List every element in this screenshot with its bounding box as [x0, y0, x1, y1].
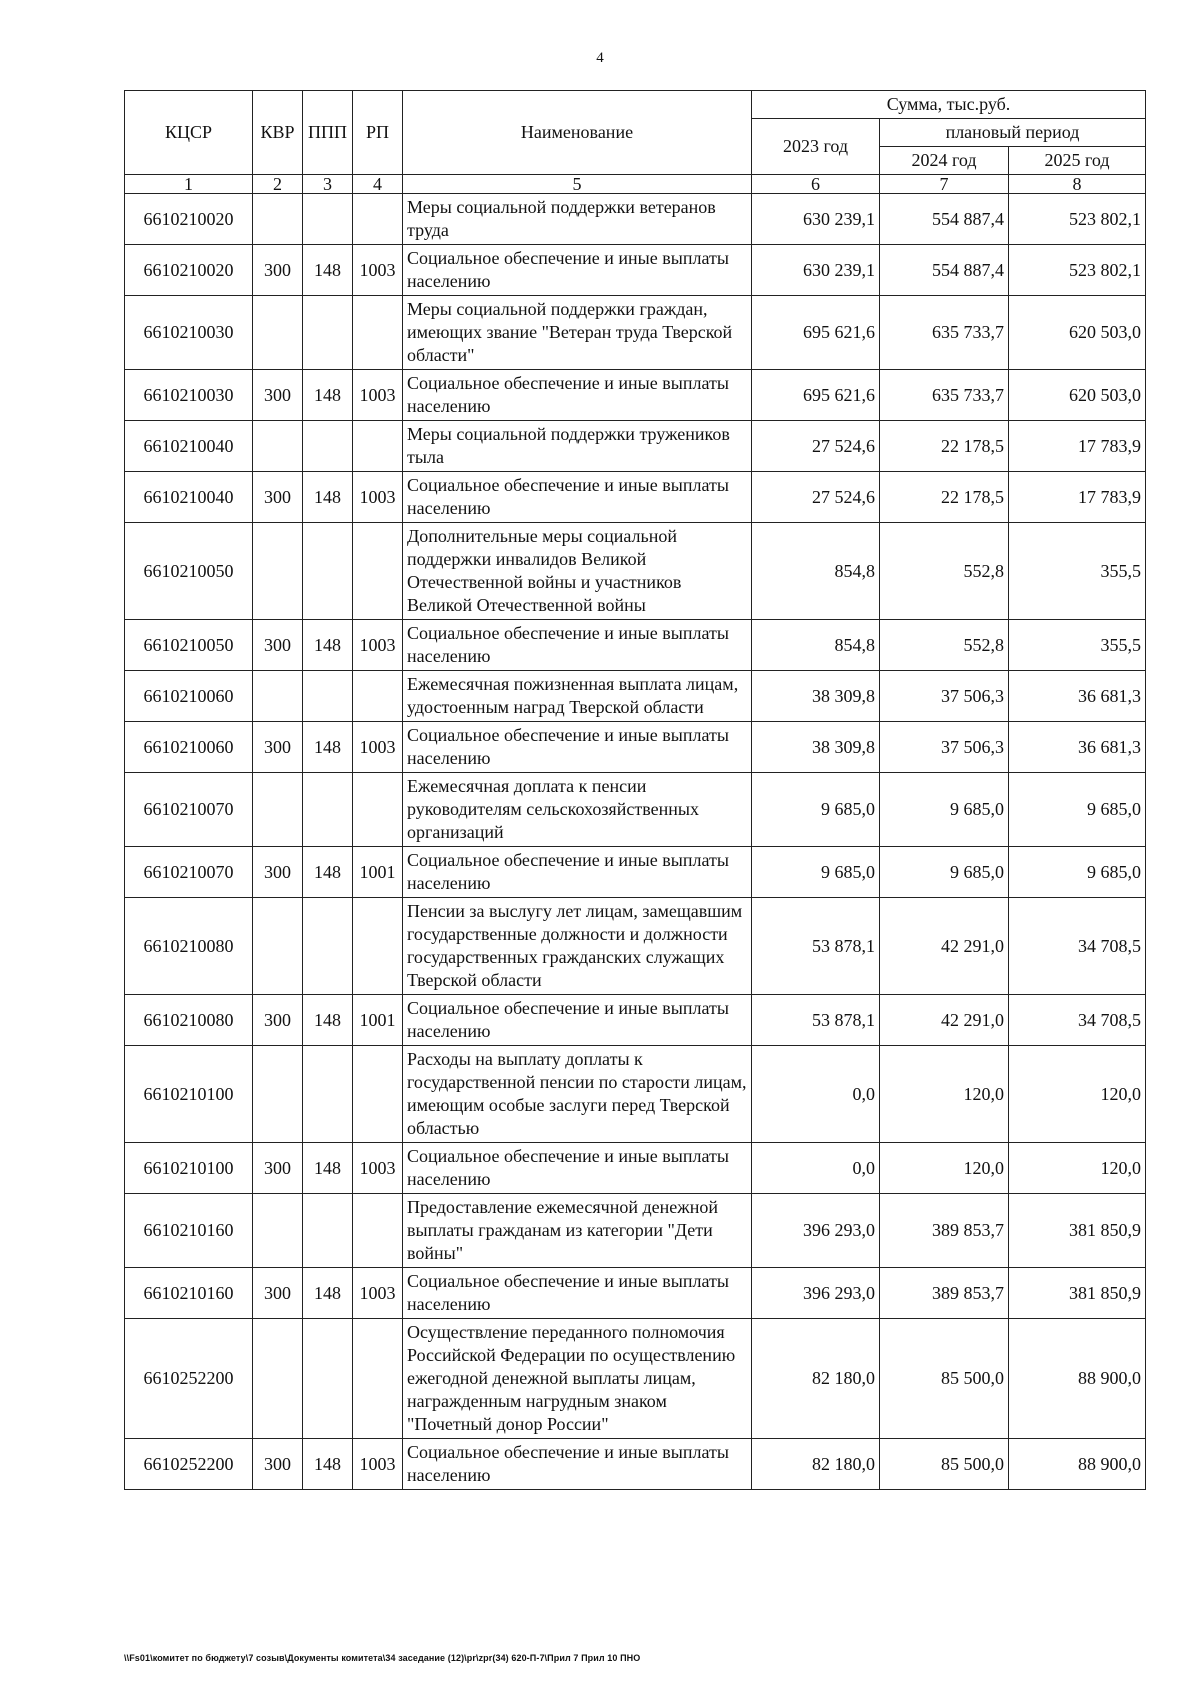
column-number: 3 — [303, 175, 353, 194]
cell-amount-2025: 34 708,5 — [1009, 898, 1146, 995]
table-row — [125, 194, 1146, 245]
cell-kvr — [253, 898, 303, 995]
cell-amount-2024: 22 178,5 — [880, 472, 1009, 523]
cell-kvr: 300 — [253, 847, 303, 898]
cell-kvr: 300 — [253, 1143, 303, 1194]
cell-kcsr: 6610210030 — [125, 296, 253, 370]
cell-rp — [353, 898, 403, 995]
column-number: 7 — [880, 175, 1009, 194]
cell-rp: 1003 — [353, 370, 403, 421]
cell-kvr: 300 — [253, 995, 303, 1046]
header-year-2024: 2024 год — [880, 147, 1009, 175]
cell-name: Ежемесячная доплата к пенсии руководителям сельскохозяйственных организаций — [403, 773, 752, 847]
column-number: 4 — [353, 175, 403, 194]
table-row — [125, 1143, 1146, 1194]
cell-amount-2024: 85 500,0 — [880, 1319, 1009, 1439]
header-year-2025: 2025 год — [1009, 147, 1146, 175]
cell-amount-2025: 355,5 — [1009, 523, 1146, 620]
cell-rp: 1003 — [353, 245, 403, 296]
cell-ppp: 148 — [303, 620, 353, 671]
cell-rp — [353, 1046, 403, 1143]
column-number: 2 — [253, 175, 303, 194]
cell-ppp — [303, 194, 353, 245]
cell-ppp: 148 — [303, 1143, 353, 1194]
cell-ppp: 148 — [303, 1268, 353, 1319]
table-row — [125, 620, 1146, 671]
cell-name: Социальное обеспечение и иные выплаты населению — [403, 1143, 752, 1194]
cell-amount-2024: 552,8 — [880, 523, 1009, 620]
cell-kcsr: 6610210160 — [125, 1194, 253, 1268]
cell-amount-2025: 88 900,0 — [1009, 1439, 1146, 1490]
header-ppp: ППП — [303, 91, 353, 175]
cell-amount-2023: 82 180,0 — [752, 1439, 880, 1490]
cell-kcsr: 6610210080 — [125, 898, 253, 995]
table-row — [125, 773, 1146, 847]
cell-kvr — [253, 523, 303, 620]
cell-rp: 1003 — [353, 472, 403, 523]
cell-amount-2023: 854,8 — [752, 620, 880, 671]
header-planned-period: плановый период — [880, 119, 1146, 147]
cell-kvr — [253, 1194, 303, 1268]
cell-kvr: 300 — [253, 370, 303, 421]
cell-amount-2024: 22 178,5 — [880, 421, 1009, 472]
cell-kcsr: 6610210100 — [125, 1046, 253, 1143]
page-number: 4 — [596, 50, 604, 66]
cell-rp — [353, 194, 403, 245]
budget-table — [124, 90, 1146, 1490]
cell-amount-2023: 0,0 — [752, 1143, 880, 1194]
cell-amount-2024: 554 887,4 — [880, 245, 1009, 296]
table-row — [125, 1046, 1146, 1143]
cell-amount-2025: 9 685,0 — [1009, 847, 1146, 898]
cell-amount-2024: 389 853,7 — [880, 1268, 1009, 1319]
cell-kcsr: 6610210070 — [125, 847, 253, 898]
cell-ppp: 148 — [303, 1439, 353, 1490]
cell-amount-2025: 17 783,9 — [1009, 472, 1146, 523]
table-row — [125, 898, 1146, 995]
cell-amount-2025: 36 681,3 — [1009, 722, 1146, 773]
cell-kvr — [253, 671, 303, 722]
cell-amount-2025: 620 503,0 — [1009, 296, 1146, 370]
cell-amount-2024: 552,8 — [880, 620, 1009, 671]
cell-amount-2023: 630 239,1 — [752, 245, 880, 296]
cell-ppp: 148 — [303, 995, 353, 1046]
cell-amount-2023: 38 309,8 — [752, 671, 880, 722]
cell-ppp — [303, 1194, 353, 1268]
cell-name: Социальное обеспечение и иные выплаты населению — [403, 620, 752, 671]
cell-amount-2024: 37 506,3 — [880, 671, 1009, 722]
cell-rp: 1003 — [353, 1268, 403, 1319]
table-row — [125, 722, 1146, 773]
cell-name: Ежемесячная пожизненная выплата лицам, удостоенным наград Тверской области — [403, 671, 752, 722]
cell-kvr — [253, 773, 303, 847]
table-row — [125, 995, 1146, 1046]
cell-amount-2025: 523 802,1 — [1009, 245, 1146, 296]
cell-kcsr: 6610252200 — [125, 1439, 253, 1490]
cell-amount-2023: 695 621,6 — [752, 296, 880, 370]
cell-amount-2024: 9 685,0 — [880, 847, 1009, 898]
cell-amount-2024: 120,0 — [880, 1046, 1009, 1143]
cell-ppp: 148 — [303, 847, 353, 898]
cell-rp — [353, 421, 403, 472]
cell-amount-2024: 389 853,7 — [880, 1194, 1009, 1268]
cell-kcsr: 6610210100 — [125, 1143, 253, 1194]
cell-kcsr: 6610210020 — [125, 245, 253, 296]
table-row — [125, 1194, 1146, 1268]
table-row — [125, 245, 1146, 296]
header-kvr: КВР — [253, 91, 303, 175]
cell-rp: 1003 — [353, 1439, 403, 1490]
cell-ppp — [303, 1319, 353, 1439]
cell-ppp — [303, 296, 353, 370]
cell-rp: 1001 — [353, 847, 403, 898]
cell-amount-2025: 620 503,0 — [1009, 370, 1146, 421]
table-row — [125, 472, 1146, 523]
cell-amount-2023: 27 524,6 — [752, 472, 880, 523]
cell-amount-2024: 37 506,3 — [880, 722, 1009, 773]
cell-kvr — [253, 1319, 303, 1439]
cell-kcsr: 6610252200 — [125, 1319, 253, 1439]
cell-name: Меры социальной поддержки граждан, имеющих звание "Ветеран труда Тверской области" — [403, 296, 752, 370]
cell-kcsr: 6610210080 — [125, 995, 253, 1046]
cell-ppp — [303, 1046, 353, 1143]
cell-amount-2023: 9 685,0 — [752, 773, 880, 847]
cell-name: Социальное обеспечение и иные выплаты населению — [403, 1439, 752, 1490]
header-year-2023: 2023 год — [752, 119, 880, 175]
cell-name: Осуществление переданного полномочия Российской Федерации по осуществлению ежегодной денежной выплаты лицам, награжденным нагрудным знаком "Почетный донор России" — [403, 1319, 752, 1439]
cell-ppp — [303, 421, 353, 472]
cell-kvr: 300 — [253, 245, 303, 296]
cell-rp: 1001 — [353, 995, 403, 1046]
cell-ppp — [303, 671, 353, 722]
column-numbers-row — [125, 175, 1146, 194]
cell-name: Меры социальной поддержки ветеранов труда — [403, 194, 752, 245]
cell-amount-2024: 42 291,0 — [880, 995, 1009, 1046]
cell-kcsr: 6610210050 — [125, 523, 253, 620]
table-row — [125, 370, 1146, 421]
cell-kvr: 300 — [253, 472, 303, 523]
table-row — [125, 1268, 1146, 1319]
cell-name: Социальное обеспечение и иные выплаты населению — [403, 370, 752, 421]
cell-name: Пенсии за выслугу лет лицам, замещавшим государственные должности и должности государственных гражданских служащих Тверской области — [403, 898, 752, 995]
cell-name: Социальное обеспечение и иные выплаты населению — [403, 722, 752, 773]
cell-kvr — [253, 421, 303, 472]
cell-ppp — [303, 773, 353, 847]
cell-amount-2023: 396 293,0 — [752, 1268, 880, 1319]
cell-name: Дополнительные меры социальной поддержки инвалидов Великой Отечественной войны и участников Великой Отечественной войны — [403, 523, 752, 620]
cell-amount-2024: 635 733,7 — [880, 370, 1009, 421]
header-name: Наименование — [403, 91, 752, 175]
cell-kcsr: 6610210030 — [125, 370, 253, 421]
table-row — [125, 421, 1146, 472]
cell-amount-2025: 88 900,0 — [1009, 1319, 1146, 1439]
cell-name: Социальное обеспечение и иные выплаты населению — [403, 1268, 752, 1319]
cell-name: Социальное обеспечение и иные выплаты населению — [403, 472, 752, 523]
cell-rp: 1003 — [353, 1143, 403, 1194]
cell-name: Меры социальной поддержки тружеников тыла — [403, 421, 752, 472]
cell-name: Социальное обеспечение и иные выплаты населению — [403, 847, 752, 898]
cell-name: Расходы на выплату доплаты к государственной пенсии по старости лицам, имеющим особые заслуги перед Тверской областью — [403, 1046, 752, 1143]
cell-kvr: 300 — [253, 620, 303, 671]
cell-amount-2025: 120,0 — [1009, 1046, 1146, 1143]
cell-amount-2024: 85 500,0 — [880, 1439, 1009, 1490]
cell-kcsr: 6610210060 — [125, 722, 253, 773]
cell-amount-2025: 381 850,9 — [1009, 1194, 1146, 1268]
cell-name: Предоставление ежемесячной денежной выплаты гражданам из категории "Дети войны" — [403, 1194, 752, 1268]
cell-amount-2025: 120,0 — [1009, 1143, 1146, 1194]
column-number: 5 — [403, 175, 752, 194]
cell-amount-2023: 82 180,0 — [752, 1319, 880, 1439]
cell-ppp — [303, 523, 353, 620]
cell-kcsr: 6610210160 — [125, 1268, 253, 1319]
cell-amount-2024: 42 291,0 — [880, 898, 1009, 995]
cell-amount-2023: 0,0 — [752, 1046, 880, 1143]
table-row — [125, 1439, 1146, 1490]
cell-ppp: 148 — [303, 722, 353, 773]
cell-amount-2025: 34 708,5 — [1009, 995, 1146, 1046]
cell-rp — [353, 1319, 403, 1439]
cell-name: Социальное обеспечение и иные выплаты населению — [403, 245, 752, 296]
cell-kvr: 300 — [253, 722, 303, 773]
cell-kcsr: 6610210020 — [125, 194, 253, 245]
cell-ppp — [303, 898, 353, 995]
cell-amount-2023: 38 309,8 — [752, 722, 880, 773]
table-row — [125, 1319, 1146, 1439]
cell-rp — [353, 1194, 403, 1268]
cell-amount-2024: 9 685,0 — [880, 773, 1009, 847]
cell-kcsr: 6610210040 — [125, 421, 253, 472]
cell-amount-2023: 630 239,1 — [752, 194, 880, 245]
cell-amount-2023: 854,8 — [752, 523, 880, 620]
cell-name: Социальное обеспечение и иные выплаты населению — [403, 995, 752, 1046]
cell-amount-2023: 9 685,0 — [752, 847, 880, 898]
cell-amount-2023: 53 878,1 — [752, 898, 880, 995]
cell-amount-2024: 554 887,4 — [880, 194, 1009, 245]
column-number: 6 — [752, 175, 880, 194]
cell-amount-2025: 9 685,0 — [1009, 773, 1146, 847]
cell-amount-2025: 381 850,9 — [1009, 1268, 1146, 1319]
cell-kcsr: 6610210070 — [125, 773, 253, 847]
cell-amount-2023: 27 524,6 — [752, 421, 880, 472]
cell-kvr — [253, 296, 303, 370]
cell-amount-2023: 695 621,6 — [752, 370, 880, 421]
cell-rp: 1003 — [353, 722, 403, 773]
cell-amount-2025: 355,5 — [1009, 620, 1146, 671]
cell-kcsr: 6610210050 — [125, 620, 253, 671]
cell-kvr — [253, 1046, 303, 1143]
cell-kvr: 300 — [253, 1268, 303, 1319]
cell-amount-2025: 17 783,9 — [1009, 421, 1146, 472]
footer-file-path: \\Fs01\комитет по бюджету\7 созыв\Документы комитета\34 заседание (12)\pr\zpr(34) 620-П-7\Прил 7 Прил 10 ПНО — [124, 1653, 641, 1663]
cell-kvr — [253, 194, 303, 245]
table-row — [125, 847, 1146, 898]
cell-amount-2025: 523 802,1 — [1009, 194, 1146, 245]
cell-rp: 1003 — [353, 620, 403, 671]
header-kcsr: КЦСР — [125, 91, 253, 175]
cell-amount-2023: 396 293,0 — [752, 1194, 880, 1268]
cell-amount-2024: 635 733,7 — [880, 296, 1009, 370]
cell-ppp: 148 — [303, 245, 353, 296]
header-rp: РП — [353, 91, 403, 175]
cell-kcsr: 6610210040 — [125, 472, 253, 523]
column-number: 8 — [1009, 175, 1146, 194]
cell-rp — [353, 671, 403, 722]
cell-ppp: 148 — [303, 472, 353, 523]
header-sum: Сумма, тыс.руб. — [752, 91, 1146, 119]
table-row — [125, 523, 1146, 620]
cell-kvr: 300 — [253, 1439, 303, 1490]
cell-amount-2025: 36 681,3 — [1009, 671, 1146, 722]
cell-rp — [353, 773, 403, 847]
table-body — [125, 194, 1146, 1490]
cell-rp — [353, 296, 403, 370]
cell-rp — [353, 523, 403, 620]
cell-amount-2023: 53 878,1 — [752, 995, 880, 1046]
cell-kcsr: 6610210060 — [125, 671, 253, 722]
table-row — [125, 296, 1146, 370]
cell-amount-2024: 120,0 — [880, 1143, 1009, 1194]
column-number: 1 — [125, 175, 253, 194]
cell-ppp: 148 — [303, 370, 353, 421]
table-row — [125, 671, 1146, 722]
